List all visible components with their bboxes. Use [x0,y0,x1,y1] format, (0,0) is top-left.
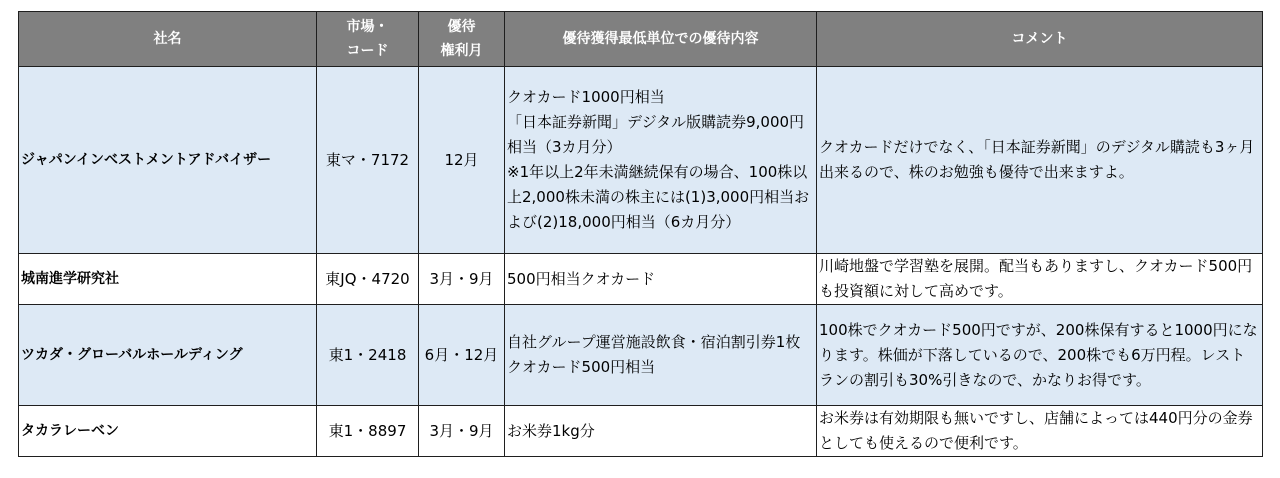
record-month-cell: 6月・12月 [419,305,505,406]
market-code-cell: 東マ・7172 [317,67,419,254]
table-row [19,67,1263,254]
comment-cell: 川崎地盤で学習塾を展開。配当もありますし、クオカード500円も投資額に対して高めです。 [817,254,1263,305]
benefit-detail-cell [505,406,817,457]
benefit-detail-line: 自社グループ運営施設飲食・宿泊割引券1枚 [507,333,801,351]
record-month-cell: 3月・9月 [419,406,505,457]
benefit-detail-line: クオカード500円相当 [507,358,656,376]
benefit-detail-line: ※1年以上2年未満継続保有の場合、100株以上2,000株未満の株主には(1)3,000円相当および(2)18,000円相当（6カ月分） [507,163,810,231]
company-name-cell: 城南進学研究社 [19,254,317,305]
header-company-name: 社名 [19,12,317,67]
market-code-cell: 東1・2418 [317,305,419,406]
table-row [19,254,1263,305]
header-record-month-line2: 権利月 [440,43,483,59]
market-code-cell: 東JQ・4720 [317,254,419,305]
benefit-detail-line: 500円相当クオカード [507,269,656,288]
header-record-month-line1: 優待 [447,19,476,35]
header-benefit-detail: 優待獲得最低単位での優待内容 [505,12,817,67]
record-month-cell: 12月 [419,67,505,254]
company-name-cell: ツカダ・グローバルホールディング [19,305,317,406]
header-row [19,12,1263,67]
record-month-cell: 3月・9月 [419,254,505,305]
header-record-month [419,12,505,67]
market-code-cell: 東1・8897 [317,406,419,457]
header-market-code-line1: 市場・ [346,19,389,35]
benefit-detail-cell [505,67,817,254]
header-market-code [317,12,419,67]
company-name-cell: ジャパンインベストメントアドバイザー [19,67,317,254]
benefit-detail-line: クオカード1000円相当 [507,88,665,106]
header-comment: コメント [817,12,1263,67]
header-market-code-line2: コード [346,43,389,59]
comment-cell: お米券は有効期限も無いですし、店舗によっては440円分の金券としても使えるので便利です。 [817,406,1263,457]
benefit-detail-cell [505,305,817,406]
comment-cell: クオカードだけでなく、「日本証券新聞」のデジタル購読も3ヶ月出来るので、株のお勉強も優待で出来ますよ。 [817,67,1263,254]
shareholder-benefits-table [18,11,1263,457]
company-name-cell: タカラレーベン [19,406,317,457]
comment-cell: 100株でクオカード500円ですが、200株保有すると1000円になります。株価が下落しているので、200株でも6万円程。レストランの割引も30%引きなので、かなりお得です。 [817,305,1263,406]
table-row [19,406,1263,457]
table-wrapper [18,11,1263,457]
benefit-detail-line: お米券1kg分 [507,421,595,440]
benefit-detail-line: 「日本証券新聞」デジタル版購読券9,000円相当（3カ月分） [507,113,805,156]
table-row [19,305,1263,406]
benefit-detail-cell [505,254,817,305]
